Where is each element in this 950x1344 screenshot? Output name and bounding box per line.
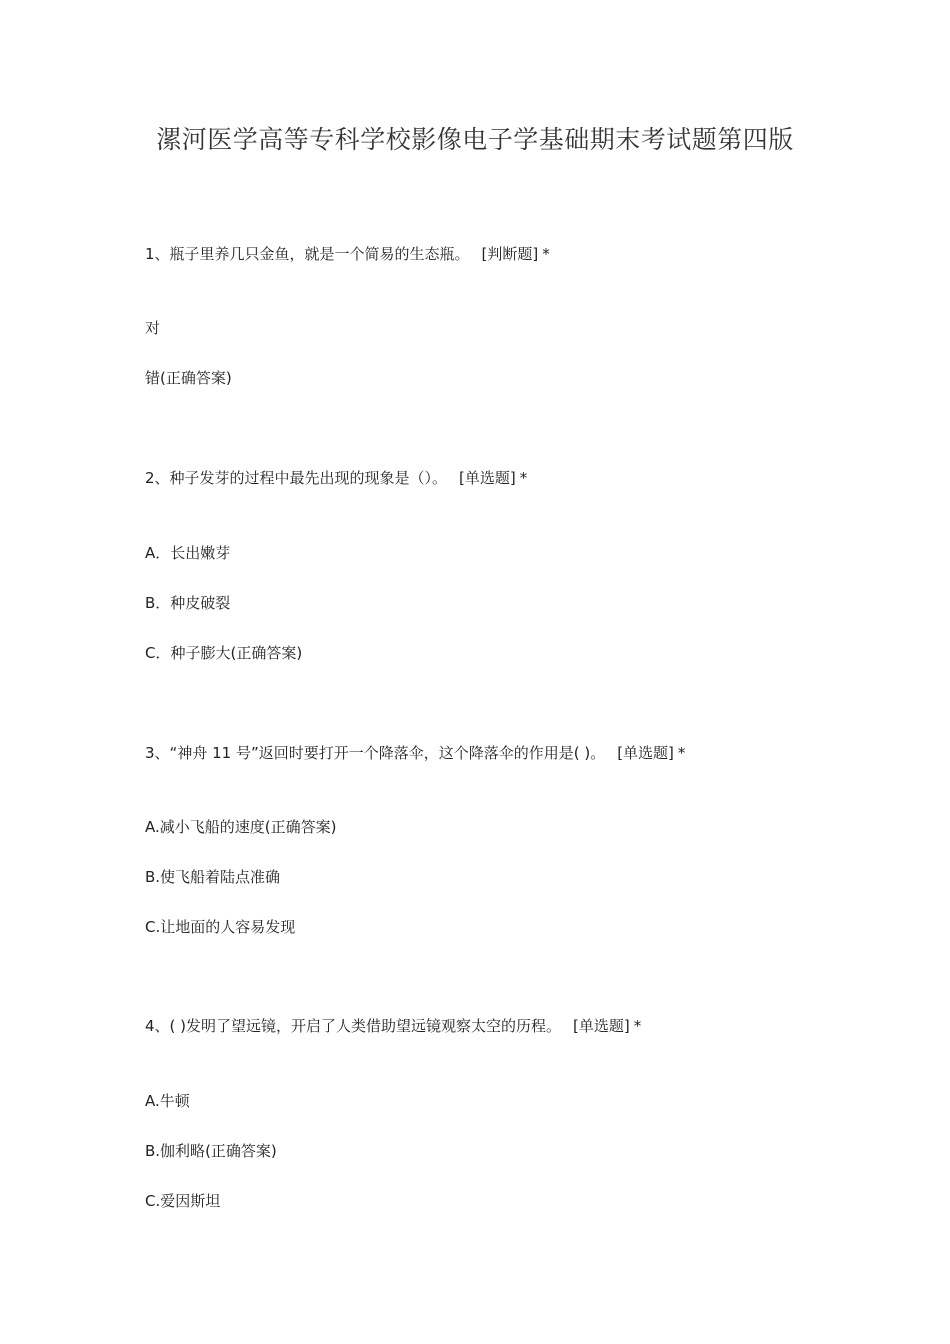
question-type: [判断题] [481,245,539,263]
option-label: A．长出嫩芽 [145,544,231,562]
question-4 [145,1016,641,1036]
option-label: 错 [145,369,161,387]
correct-answer-tag: (正确答案) [205,1142,277,1160]
option-label: C.爱因斯坦 [145,1192,221,1210]
option-item[interactable] [145,643,302,663]
question-text: 2、种子发芽的过程中最先出现的现象是（）。 [145,469,448,487]
option-label: C.让地面的人容易发现 [145,918,296,936]
required-marker: * [677,744,686,762]
option-item[interactable] [145,1141,277,1161]
question-3 [145,743,685,763]
question-type: [单选题] [573,1017,630,1035]
question-2 [145,468,527,488]
correct-answer-tag: (正确答案) [230,644,303,662]
option-item[interactable] [145,593,230,613]
option-item[interactable] [145,917,295,937]
question-text: 1、瓶子里养几只金鱼，就是一个简易的生态瓶。 [145,245,470,263]
option-label: A.减小飞船的速度 [145,818,265,836]
option-label: B．种皮破裂 [145,594,231,612]
option-item[interactable] [145,867,280,887]
required-marker: * [633,1017,642,1035]
option-item[interactable] [145,1191,220,1211]
option-label: 对 [145,319,161,337]
correct-answer-tag: (正确答案) [264,818,337,836]
question-1 [145,244,550,264]
correct-answer-tag: (正确答案) [160,369,232,387]
required-marker: * [519,469,528,487]
required-marker: * [542,245,550,263]
option-item[interactable] [145,368,232,388]
option-item[interactable] [145,543,230,563]
document-title: 漯河医学高等专科学校影像电子学基础期末考试题第四版 [156,125,794,154]
option-label: A.牛顿 [145,1092,190,1110]
question-type: [单选题] [617,744,674,762]
option-label: B.伽利略 [145,1142,206,1160]
option-item[interactable] [145,318,160,338]
option-item[interactable] [145,1091,190,1111]
question-text: 4、( )发明了望远镜，开启了人类借助望远镜观察太空的历程。 [145,1017,562,1035]
question-type: [单选题] [459,469,516,487]
question-text: 3、“神舟 11 号”返回时要打开一个降落伞，这个降落伞的作用是( )。 [145,744,606,762]
option-item[interactable] [145,817,337,837]
option-label: B.使飞船着陆点准确 [145,868,281,886]
option-label: C．种子膨大 [145,644,231,662]
